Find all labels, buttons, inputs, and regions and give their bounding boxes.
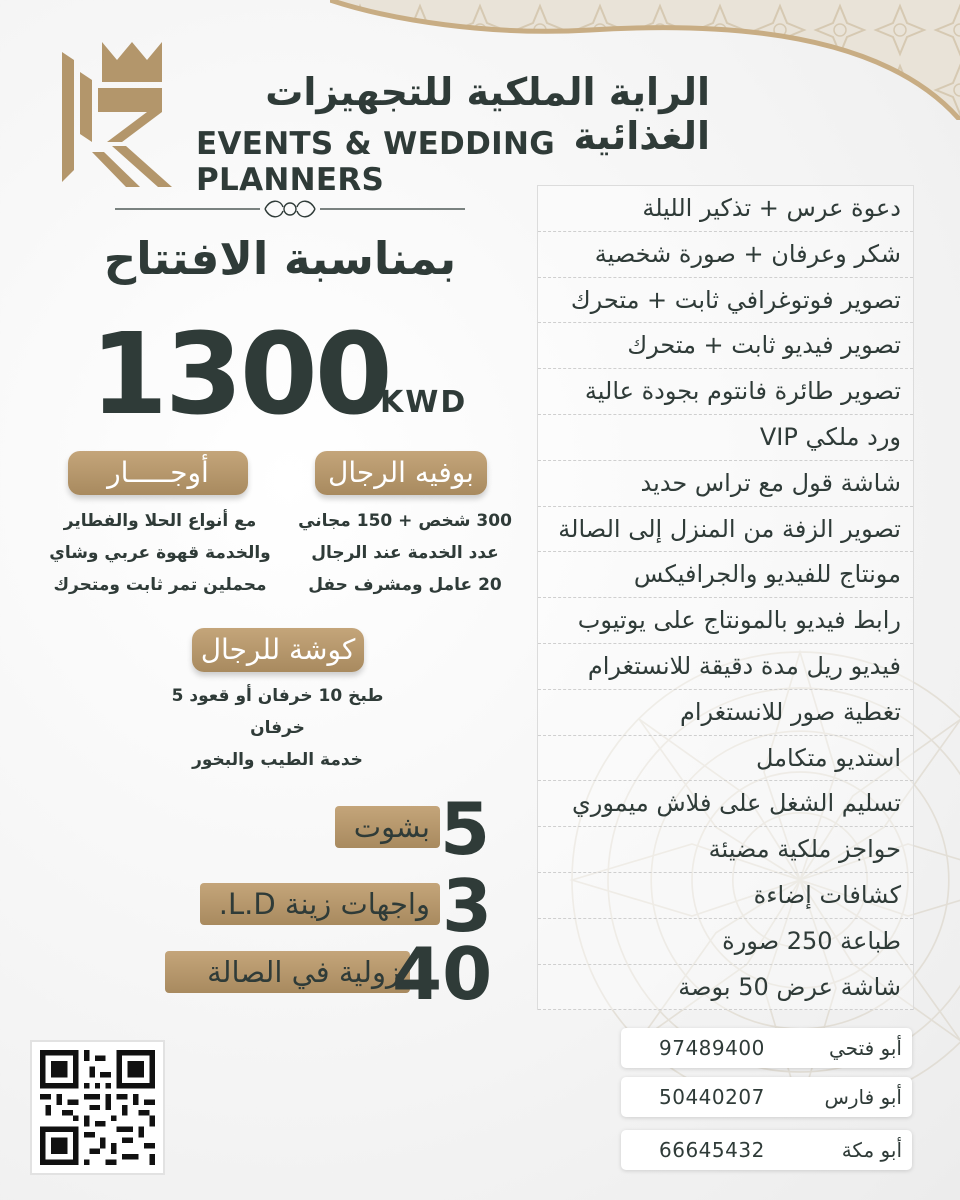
highlight-number: 40: [392, 932, 493, 1016]
contact-card[interactable]: [621, 1130, 912, 1170]
buffet-line: عدد الخدمة عند الرجال: [311, 543, 499, 563]
highlight-number: 5: [440, 787, 491, 871]
contact-name: أبو فتحي: [829, 1036, 902, 1060]
service-item: تسليم الشغل على فلاش ميموري: [538, 781, 913, 827]
service-item: فيديو ريل مدة دقيقة للانستغرام: [538, 644, 913, 690]
crown-logo-icon: [62, 42, 177, 187]
service-item: تصوير الزفة من المنزل إلى الصالة: [538, 507, 913, 553]
rental-title: أوجـــــار: [68, 451, 248, 495]
qr-code-icon: [40, 1050, 155, 1165]
kiosk-line: طبخ 10 خرفان أو قعود 5 خرفان: [171, 686, 384, 738]
service-item: تغطية صور للانستغرام: [538, 690, 913, 736]
service-item: استديو متكامل: [538, 736, 913, 782]
qr-code[interactable]: [30, 1040, 165, 1175]
buffet-title: بوفيه الرجال: [315, 451, 487, 495]
contact-card[interactable]: [621, 1077, 912, 1117]
highlight-row: [140, 864, 493, 948]
highlight-text: زولية في الصالة: [165, 951, 410, 993]
price-amount: 1300: [90, 310, 390, 440]
service-item: شكر وعرفان + صورة شخصية: [538, 232, 913, 278]
occasion-heading: بمناسبة الافتتاح: [103, 232, 457, 285]
highlight-row: [140, 932, 493, 1016]
kiosk-line: خدمة الطيب والبخور: [192, 750, 363, 770]
kiosk-details: [150, 680, 405, 776]
ornament-divider-icon: [115, 197, 465, 221]
service-item: شاشة قول مع تراس حديد: [538, 461, 913, 507]
kiosk-title: كوشة للرجال: [192, 628, 364, 672]
service-item: رابط فيديو بالمونتاج على يوتيوب: [538, 598, 913, 644]
contact-phone[interactable]: 50440207: [659, 1085, 765, 1109]
contact-phone[interactable]: 97489400: [659, 1036, 765, 1060]
service-item: مونتاج للفيديو والجرافيكس: [538, 552, 913, 598]
highlight-number: 3: [442, 864, 493, 948]
buffet-line: 20 عامل ومشرف حفل: [308, 575, 502, 595]
service-item: تصوير فوتوغرافي ثابت + متحرك: [538, 278, 913, 324]
contact-name: أبو فارس: [824, 1085, 902, 1109]
contact-card[interactable]: [621, 1028, 912, 1068]
buffet-details: [280, 505, 530, 601]
brand-name-english: EVENTS & WEDDING PLANNERS: [196, 126, 555, 198]
service-item: تصوير طائرة فانتوم بجودة عالية: [538, 369, 913, 415]
highlight-text: واجهات زينة L.D.: [200, 883, 440, 925]
highlight-row: [140, 787, 491, 871]
brand-name-arabic: الراية الملكية للتجهيزات الغذائية: [265, 70, 710, 158]
contact-name: أبو مكة: [841, 1138, 902, 1162]
rental-line: مع أنواع الحلا والفطاير: [63, 511, 257, 531]
service-item: ورد ملكي VIP: [538, 415, 913, 461]
service-item: دعوة عرس + تذكير الليلة: [538, 186, 913, 232]
services-list: [537, 185, 914, 1010]
service-item: كشافات إضاءة: [538, 873, 913, 919]
rental-line: محملين تمر ثابت ومتحرك: [53, 575, 267, 595]
rental-details: [40, 505, 280, 601]
service-item: طباعة 250 صورة: [538, 919, 913, 965]
buffet-line: 300 شخص + 150 مجاني: [298, 511, 512, 531]
price-currency: KWD: [380, 385, 468, 420]
service-item: تصوير فيديو ثابت + متحرك: [538, 323, 913, 369]
rental-line: والخدمة قهوة عربي وشاي: [49, 543, 271, 563]
contact-phone[interactable]: 66645432: [659, 1138, 765, 1162]
service-item: شاشة عرض 50 بوصة: [538, 965, 913, 1011]
service-item: حواجز ملكية مضيئة: [538, 827, 913, 873]
highlight-text: بشوت: [335, 806, 440, 848]
